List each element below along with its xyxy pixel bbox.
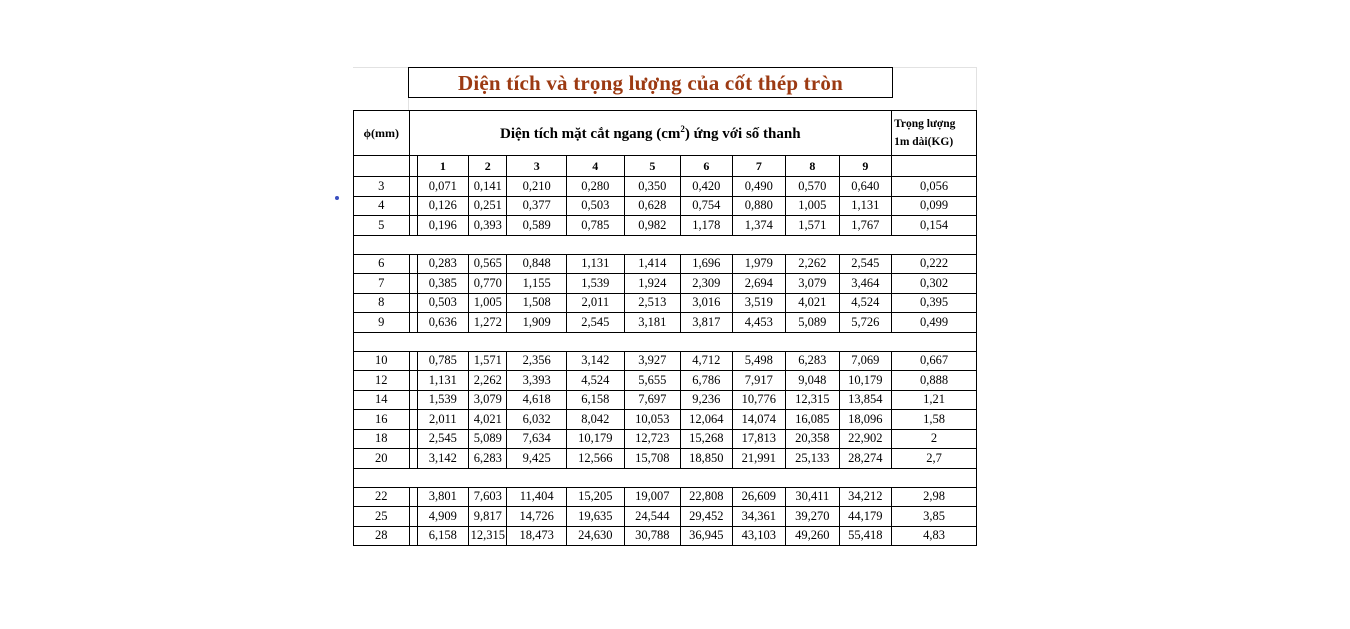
area-cell: 1,272 — [469, 313, 507, 333]
diameter-cell: 9 — [354, 313, 410, 333]
area-cell: 14,074 — [732, 410, 786, 430]
table-row — [354, 293, 977, 313]
bar-count-5: 5 — [624, 156, 681, 177]
area-cell: 0,283 — [417, 254, 468, 274]
area-cell: 20,358 — [786, 429, 840, 449]
area-cell: 19,007 — [624, 487, 681, 507]
blank-separator-row — [354, 235, 977, 254]
area-cell: 2,011 — [417, 410, 468, 430]
area-cell: 3,801 — [417, 487, 468, 507]
area-cell: 7,069 — [839, 351, 892, 371]
area-cell: 5,089 — [786, 313, 840, 333]
area-cell: 25,133 — [786, 449, 840, 469]
area-cell: 24,630 — [567, 526, 625, 546]
area-cell: 6,283 — [469, 449, 507, 469]
area-cell: 30,788 — [624, 526, 681, 546]
area-cell: 0,393 — [469, 216, 507, 236]
area-cell: 2,545 — [839, 254, 892, 274]
area-cell: 55,418 — [839, 526, 892, 546]
area-cell: 4,524 — [567, 371, 625, 391]
area-cell: 12,064 — [681, 410, 732, 430]
area-cell: 1,539 — [567, 274, 625, 294]
area-cell: 7,603 — [469, 487, 507, 507]
area-cell: 29,452 — [681, 507, 732, 527]
table-row — [354, 274, 977, 294]
area-cell: 7,634 — [507, 429, 567, 449]
area-cell: 3,016 — [681, 293, 732, 313]
area-cell: 24,544 — [624, 507, 681, 527]
area-cell: 0,280 — [567, 177, 625, 197]
weight-header-line2: 1m dài(KG) — [894, 136, 954, 148]
bar-count-weight-blank — [892, 156, 977, 177]
area-cell: 10,179 — [839, 371, 892, 391]
area-cell: 0,385 — [417, 274, 468, 294]
spacer-cell — [409, 274, 417, 294]
area-cell: 2,545 — [417, 429, 468, 449]
diameter-cell: 7 — [354, 274, 410, 294]
diameter-cell: 20 — [354, 449, 410, 469]
weight-cell: 0,302 — [892, 274, 977, 294]
spacer-cell — [409, 351, 417, 371]
bar-count-9: 9 — [839, 156, 892, 177]
area-cell: 43,103 — [732, 526, 786, 546]
area-cell: 7,917 — [732, 371, 786, 391]
spacer-cell — [409, 507, 417, 527]
weight-cell: 2,98 — [892, 487, 977, 507]
area-cell: 10,776 — [732, 390, 786, 410]
spacer-cell — [409, 177, 417, 197]
area-cell: 10,053 — [624, 410, 681, 430]
area-cell: 0,503 — [567, 196, 625, 216]
diameter-cell: 8 — [354, 293, 410, 313]
area-cell: 1,155 — [507, 274, 567, 294]
bar-count-7: 7 — [732, 156, 786, 177]
area-cell: 3,142 — [567, 351, 625, 371]
area-cell: 1,909 — [507, 313, 567, 333]
area-cell: 2,262 — [786, 254, 840, 274]
area-cell: 9,048 — [786, 371, 840, 391]
spacer-cell — [409, 156, 417, 177]
bar-count-4: 4 — [567, 156, 625, 177]
weight-cell: 1,21 — [892, 390, 977, 410]
area-cell: 0,565 — [469, 254, 507, 274]
area-cell: 8,042 — [567, 410, 625, 430]
area-cell: 22,902 — [839, 429, 892, 449]
area-cell: 3,519 — [732, 293, 786, 313]
area-cell: 13,854 — [839, 390, 892, 410]
area-cell: 1,924 — [624, 274, 681, 294]
area-cell: 21,991 — [732, 449, 786, 469]
weight-cell: 0,395 — [892, 293, 977, 313]
spacer-cell — [409, 293, 417, 313]
area-cell: 0,770 — [469, 274, 507, 294]
area-cell: 18,850 — [681, 449, 732, 469]
title-right-cell — [893, 67, 977, 110]
area-cell: 1,178 — [681, 216, 732, 236]
area-cell: 0,754 — [681, 196, 732, 216]
steel-area-table — [353, 110, 977, 546]
area-cell: 1,131 — [839, 196, 892, 216]
area-cell: 4,021 — [469, 410, 507, 430]
bar-count-6: 6 — [681, 156, 732, 177]
area-cell: 3,464 — [839, 274, 892, 294]
area-cell: 17,813 — [732, 429, 786, 449]
diameter-cell: 5 — [354, 216, 410, 236]
diameter-cell: 3 — [354, 177, 410, 197]
area-cell: 4,618 — [507, 390, 567, 410]
diameter-cell: 28 — [354, 526, 410, 546]
area-cell: 0,420 — [681, 177, 732, 197]
area-cell: 0,350 — [624, 177, 681, 197]
weight-cell: 0,667 — [892, 351, 977, 371]
area-cell: 15,268 — [681, 429, 732, 449]
area-cell: 0,251 — [469, 196, 507, 216]
table-row — [354, 371, 977, 391]
area-cell: 0,377 — [507, 196, 567, 216]
area-cell: 30,411 — [786, 487, 840, 507]
diameter-cell: 14 — [354, 390, 410, 410]
area-cell: 2,513 — [624, 293, 681, 313]
area-cell: 15,205 — [567, 487, 625, 507]
table-row — [354, 410, 977, 430]
area-cell: 0,196 — [417, 216, 468, 236]
spacer-cell — [409, 216, 417, 236]
weight-cell: 3,85 — [892, 507, 977, 527]
area-cell: 15,708 — [624, 449, 681, 469]
area-cell: 3,817 — [681, 313, 732, 333]
area-cell: 1,696 — [681, 254, 732, 274]
area-cell: 1,005 — [469, 293, 507, 313]
bar-count-row — [354, 156, 977, 177]
blank-separator-cell — [354, 332, 977, 351]
weight-cell: 0,888 — [892, 371, 977, 391]
blank-separator-row — [354, 468, 977, 487]
table-row — [354, 177, 977, 197]
title-gap-cell — [408, 98, 894, 110]
area-cell: 6,158 — [417, 526, 468, 546]
weight-cell: 4,83 — [892, 526, 977, 546]
area-cell: 10,179 — [567, 429, 625, 449]
area-cell: 12,566 — [567, 449, 625, 469]
bar-count-3: 3 — [507, 156, 567, 177]
table-row — [354, 313, 977, 333]
area-cell: 49,260 — [786, 526, 840, 546]
weight-cell: 0,499 — [892, 313, 977, 333]
area-cell: 6,283 — [786, 351, 840, 371]
area-cell: 0,503 — [417, 293, 468, 313]
diameter-cell: 25 — [354, 507, 410, 527]
weight-cell: 0,222 — [892, 254, 977, 274]
area-cell: 12,723 — [624, 429, 681, 449]
diameter-cell: 4 — [354, 196, 410, 216]
diameter-cell: 6 — [354, 254, 410, 274]
area-cell: 36,945 — [681, 526, 732, 546]
area-cell: 5,726 — [839, 313, 892, 333]
spacer-cell — [409, 487, 417, 507]
area-cell: 7,697 — [624, 390, 681, 410]
area-cell: 0,628 — [624, 196, 681, 216]
spacer-cell — [409, 429, 417, 449]
spacer-cell — [409, 196, 417, 216]
area-cell: 3,142 — [417, 449, 468, 469]
spacer-cell — [409, 313, 417, 333]
title-area — [353, 67, 977, 110]
area-cell: 0,982 — [624, 216, 681, 236]
spacer-cell — [409, 526, 417, 546]
area-header-text-post: ) ứng với số thanh — [684, 125, 801, 142]
table-row — [354, 390, 977, 410]
table-row — [354, 507, 977, 527]
area-header — [409, 111, 892, 156]
bar-count-blank — [354, 156, 410, 177]
blank-separator-row — [354, 332, 977, 351]
area-cell: 0,589 — [507, 216, 567, 236]
area-cell: 26,609 — [732, 487, 786, 507]
area-cell: 0,880 — [732, 196, 786, 216]
area-cell: 3,927 — [624, 351, 681, 371]
bar-count-1: 1 — [417, 156, 468, 177]
area-cell: 0,785 — [567, 216, 625, 236]
area-cell: 14,726 — [507, 507, 567, 527]
weight-header — [892, 111, 977, 156]
area-cell: 5,089 — [469, 429, 507, 449]
spacer-cell — [409, 410, 417, 430]
area-cell: 2,356 — [507, 351, 567, 371]
diameter-cell: 22 — [354, 487, 410, 507]
area-cell: 12,315 — [786, 390, 840, 410]
area-cell: 12,315 — [469, 526, 507, 546]
area-cell: 3,181 — [624, 313, 681, 333]
area-cell: 1,571 — [469, 351, 507, 371]
area-cell: 9,817 — [469, 507, 507, 527]
spacer-cell — [409, 254, 417, 274]
area-cell: 2,011 — [567, 293, 625, 313]
area-cell: 1,374 — [732, 216, 786, 236]
weight-cell: 2 — [892, 429, 977, 449]
area-cell: 34,212 — [839, 487, 892, 507]
spacer-cell — [409, 449, 417, 469]
area-cell: 18,473 — [507, 526, 567, 546]
area-cell: 4,909 — [417, 507, 468, 527]
table-row — [354, 429, 977, 449]
area-cell: 0,490 — [732, 177, 786, 197]
area-cell: 44,179 — [839, 507, 892, 527]
area-cell: 6,786 — [681, 371, 732, 391]
area-cell: 5,655 — [624, 371, 681, 391]
area-cell: 19,635 — [567, 507, 625, 527]
area-cell: 9,236 — [681, 390, 732, 410]
table-title: Diện tích và trọng lượng của cốt thép tròn — [408, 67, 893, 98]
diameter-cell: 12 — [354, 371, 410, 391]
area-cell: 1,571 — [786, 216, 840, 236]
bar-count-8: 8 — [786, 156, 840, 177]
area-cell: 3,079 — [786, 274, 840, 294]
blank-separator-cell — [354, 235, 977, 254]
area-cell: 0,071 — [417, 177, 468, 197]
weight-cell: 0,099 — [892, 196, 977, 216]
diameter-cell: 18 — [354, 429, 410, 449]
weight-cell: 0,056 — [892, 177, 977, 197]
area-cell: 3,079 — [469, 390, 507, 410]
area-cell: 34,361 — [732, 507, 786, 527]
area-cell: 22,808 — [681, 487, 732, 507]
area-header-sup: 2 — [680, 123, 685, 134]
area-cell: 3,393 — [507, 371, 567, 391]
area-cell: 6,158 — [567, 390, 625, 410]
area-cell: 0,210 — [507, 177, 567, 197]
area-cell: 9,425 — [507, 449, 567, 469]
area-cell: 39,270 — [786, 507, 840, 527]
area-cell: 0,141 — [469, 177, 507, 197]
area-cell: 4,712 — [681, 351, 732, 371]
area-cell: 4,453 — [732, 313, 786, 333]
diameter-cell: 16 — [354, 410, 410, 430]
area-cell: 0,126 — [417, 196, 468, 216]
area-cell: 1,979 — [732, 254, 786, 274]
area-cell: 1,131 — [567, 254, 625, 274]
table-row — [354, 216, 977, 236]
diameter-header: ϕ(mm) — [354, 111, 410, 156]
area-cell: 1,005 — [786, 196, 840, 216]
weight-header-line1: Trọng lượng — [894, 118, 956, 130]
area-header-text: Diện tích mặt cắt ngang (cm — [500, 125, 681, 142]
area-cell: 5,498 — [732, 351, 786, 371]
diameter-cell: 10 — [354, 351, 410, 371]
table-row — [354, 487, 977, 507]
area-cell: 2,262 — [469, 371, 507, 391]
area-cell: 1,539 — [417, 390, 468, 410]
table-row — [354, 526, 977, 546]
area-cell: 0,785 — [417, 351, 468, 371]
area-cell: 4,524 — [839, 293, 892, 313]
area-cell: 0,640 — [839, 177, 892, 197]
weight-cell: 0,154 — [892, 216, 977, 236]
area-cell: 1,508 — [507, 293, 567, 313]
table-row — [354, 196, 977, 216]
spacer-cell — [409, 371, 417, 391]
area-cell: 16,085 — [786, 410, 840, 430]
area-cell: 1,131 — [417, 371, 468, 391]
area-cell: 0,636 — [417, 313, 468, 333]
area-cell: 2,545 — [567, 313, 625, 333]
table-row — [354, 449, 977, 469]
area-cell: 4,021 — [786, 293, 840, 313]
table-row — [354, 254, 977, 274]
weight-cell: 1,58 — [892, 410, 977, 430]
area-cell: 1,767 — [839, 216, 892, 236]
area-cell: 0,570 — [786, 177, 840, 197]
title-left-cell — [353, 67, 409, 110]
area-cell: 11,404 — [507, 487, 567, 507]
area-cell: 2,309 — [681, 274, 732, 294]
area-cell: 18,096 — [839, 410, 892, 430]
weight-cell: 2,7 — [892, 449, 977, 469]
table-row — [354, 351, 977, 371]
area-cell: 28,274 — [839, 449, 892, 469]
area-cell: 6,032 — [507, 410, 567, 430]
bullet-dot — [335, 196, 339, 200]
spacer-cell — [409, 390, 417, 410]
blank-separator-cell — [354, 468, 977, 487]
header-row — [354, 111, 977, 156]
area-cell: 1,414 — [624, 254, 681, 274]
bar-count-2: 2 — [469, 156, 507, 177]
area-cell: 0,848 — [507, 254, 567, 274]
area-cell: 2,694 — [732, 274, 786, 294]
